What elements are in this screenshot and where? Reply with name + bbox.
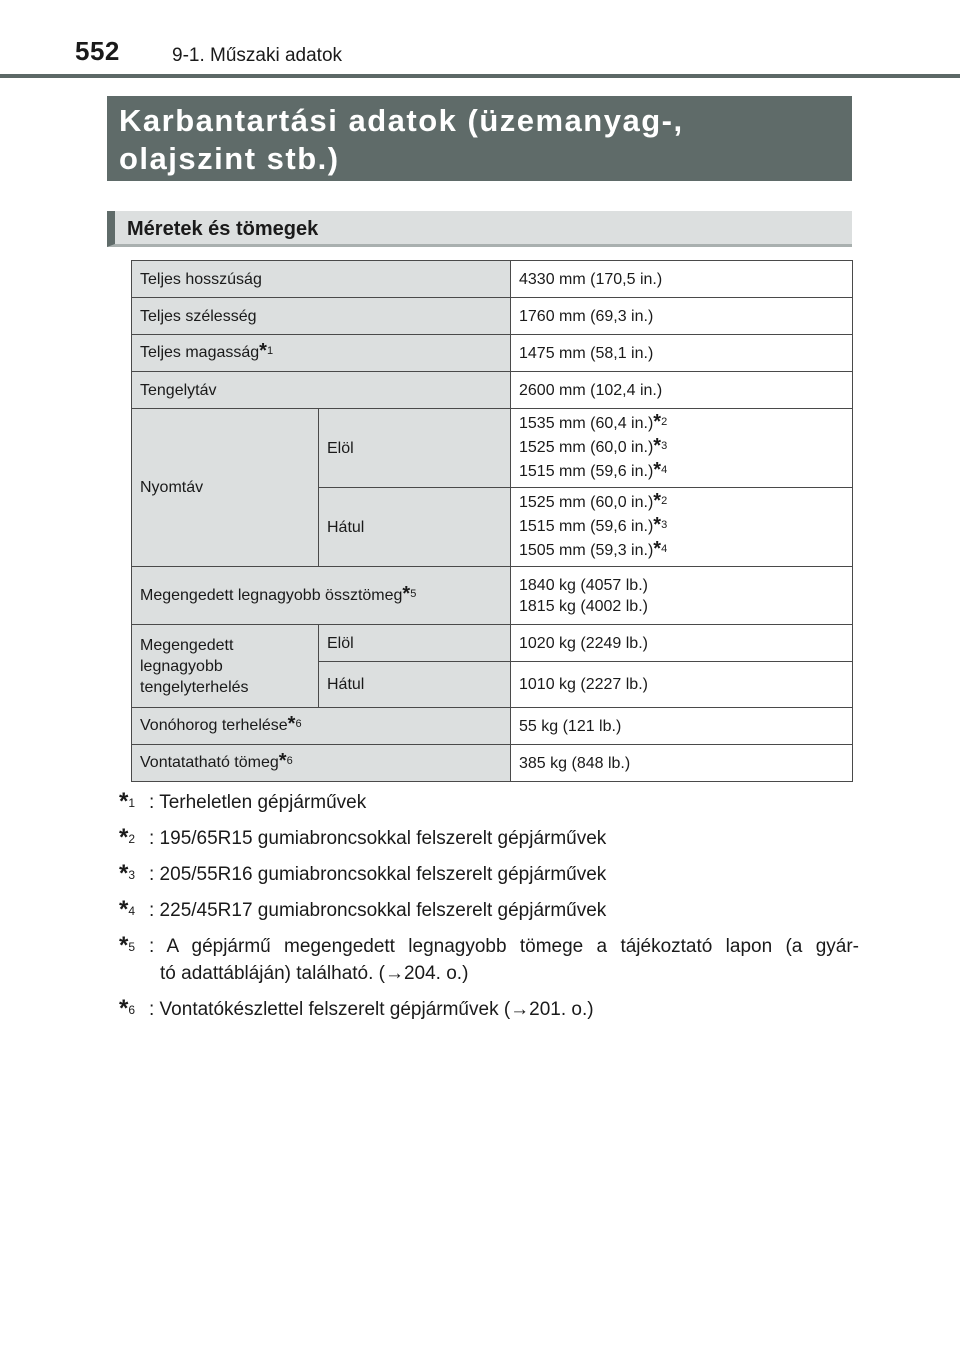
footnote-marker: *6 [119,995,136,1022]
dimensions-table [131,260,853,782]
footnote-item [119,897,859,924]
length-label: Teljes hosszúság [140,270,262,288]
axle-rear-value: 1010 kg (2227 lb.) [511,662,853,708]
footnote-text: : Terheletlen gépjárművek [149,792,367,813]
width-label: Teljes szélesség [140,307,257,325]
footnote-marker: *1 [119,788,136,815]
track-rear-label: Hátul [319,488,511,567]
footnote-item [119,861,859,888]
footnote-ref: *6 [278,750,293,772]
table-row [132,372,853,409]
footnote-ref: *5 [402,582,417,605]
row-label [132,261,511,298]
table-row [132,298,853,335]
axle-front-label: Elöl [319,625,511,662]
axle-front-value: 1020 kg (2249 lb.) [511,625,853,662]
section-title-line-1: Karbantartási adatok (üzemanyag-, [119,103,684,138]
footnote-text: : Vontatókészlettel felszerelt gépjárművek (→201. o.) [149,999,594,1020]
footnote-item [119,933,859,987]
track-front-line: 1535 mm (60,4 in.)$^{*2}$ [519,411,668,433]
footnote-text-continued: tó adattábláján) található. (→204. o.) [160,963,469,984]
section-title-line-2: olajszint stb.) [119,141,340,176]
track-label: Nyomtáv [132,409,319,567]
footnote-item [119,789,859,816]
table-row [132,708,853,745]
row-label [132,335,511,372]
subsection-title-text: Méretek és tömegek [127,218,319,240]
footnote-ref: *6 [287,713,302,735]
footnote-text: : 205/55R16 gumiabroncsokkal felszerelt gépjárművek [149,864,607,885]
header-divider [0,74,960,78]
track-front-label: Elöl [319,409,511,488]
gross-weight-line: 1815 kg (4002 lb.) [519,597,648,615]
track-front-line: 1525 mm (60,0 in.)$^{*3}$ [519,435,668,457]
length-value: 4330 mm (170,5 in.) [511,261,853,298]
footnote-text: : A gépjármű megengedett legnagyobb tömege a tájékoztató lapon (a gyár- [149,936,859,957]
footnote-marker: *2 [119,824,136,851]
section-title [107,96,852,181]
subsection-title [107,211,852,247]
row-label [132,745,511,782]
footnote-marker: *4 [119,896,136,923]
track-front-values [511,409,853,488]
footnote-ref: *1 [259,340,274,362]
towable-weight-value: 385 kg (848 lb.) [511,745,853,782]
axle-load-label [132,625,319,708]
footnote-text: : 225/45R17 gumiabroncsokkal felszerelt gépjárművek [149,900,607,921]
row-label [132,567,511,625]
table-row [132,261,853,298]
page-number: 552 [75,36,120,66]
table-row [132,567,853,625]
wheelbase-value: 2600 mm (102,4 in.) [511,372,853,409]
height-value: 1475 mm (58,1 in.) [511,335,853,372]
table-row [132,409,853,488]
footnote-text: : 195/65R15 gumiabroncsokkal felszerelt gépjárművek [149,828,607,849]
footnote-item [119,996,859,1023]
axle-load-label-line: Megengedett [140,636,234,654]
row-label [132,372,511,409]
gross-weight-label: Megengedett legnagyobb össztömeg [140,586,403,604]
footnote-item [119,825,859,852]
track-front-line: 1515 mm (59,6 in.)$^{*4}$ [519,459,668,481]
table-row [132,625,853,662]
towbar-load-label: Vonóhorog terhelése [140,717,288,734]
table-row [132,745,853,782]
row-label [132,708,511,745]
axle-rear-label: Hátul [319,662,511,708]
towable-weight-label: Vontatatható tömeg [140,754,279,771]
track-rear-line: 1515 mm (59,6 in.)$^{*3}$ [519,514,668,536]
gross-weight-line: 1840 kg (4057 lb.) [519,576,648,594]
footnote-marker: *5 [119,932,136,959]
gross-weight-values [511,567,853,625]
track-rear-line: 1525 mm (60,0 in.)$^{*2}$ [519,490,668,512]
towbar-load-value: 55 kg (121 lb.) [511,708,853,745]
wheelbase-label: Tengelytáv [140,381,217,399]
footnote-marker: *3 [119,860,136,887]
page-header [0,0,960,80]
height-label: Teljes magasság [140,344,260,361]
axle-load-label-line: legnagyobb [140,657,223,675]
track-rear-line: 1505 mm (59,3 in.)$^{*4}$ [519,538,668,560]
footnotes [119,789,859,1032]
axle-load-label-line: tengelyterhelés [140,678,249,696]
track-rear-values [511,488,853,567]
row-label [132,298,511,335]
width-value: 1760 mm (69,3 in.) [511,298,853,335]
chapter-title: 9-1. Műszaki adatok [172,45,343,66]
table-row [132,335,853,372]
